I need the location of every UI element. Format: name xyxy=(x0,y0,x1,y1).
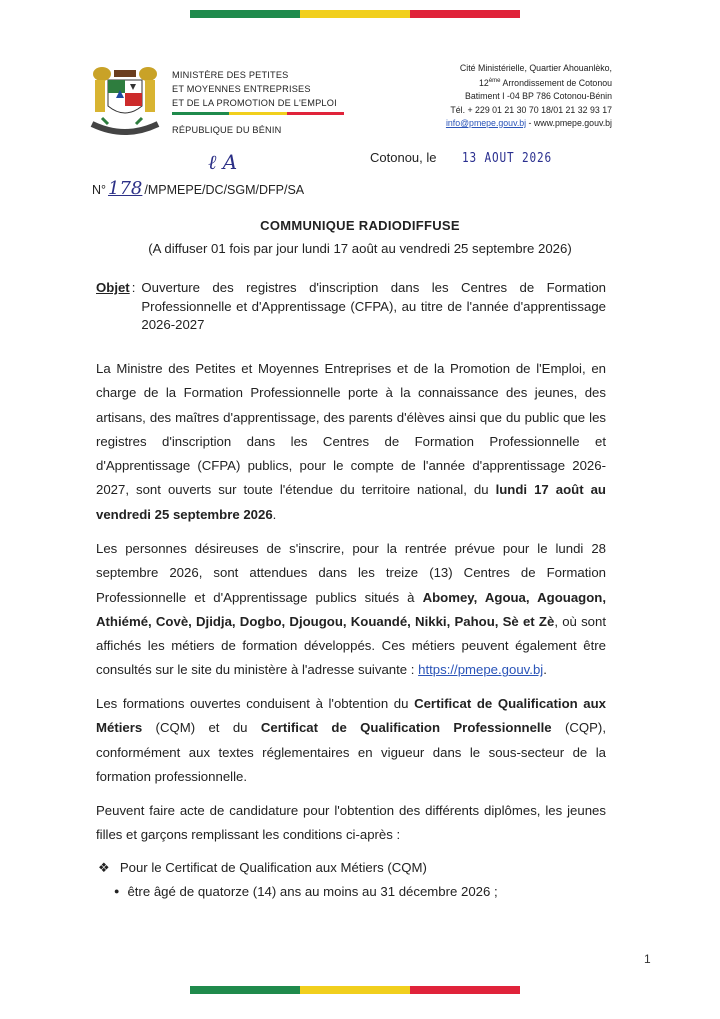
mini-flag-stripe xyxy=(172,112,344,115)
address-line-3: Batiment I -04 BP 786 Cotonou-Bénin xyxy=(464,91,612,102)
p3-text-3: (CQP), conformément aux textes réglementaires en vigueur dans le sous-secteur de la formation professionnelle. xyxy=(96,720,606,784)
subject-label: Objet xyxy=(96,280,130,295)
ministry-line-2: ET MOYENNES ENTREPRISES xyxy=(172,84,311,94)
p1-dates: lundi 17 août au vendredi 25 septembre 2026 xyxy=(96,482,606,522)
subject-text: Ouverture des registres d'inscription dans les Centres de Formation Professionnelle et d'Apprentissage (CFPA), au titre de l'année d'apprentissage 2026-2027 xyxy=(141,280,606,332)
address-block xyxy=(446,62,612,130)
diamond-bullet-icon: ❖ xyxy=(98,860,110,875)
subject-block: Objet : Ouverture des registres d'inscription dans les Centres de Formation Professionnelle et d'Apprentissage (CFPA), au titre de l'année d'apprentissage 2026-2027 xyxy=(96,279,606,335)
list-heading-text: Pour le Certificat de Qualification aux Métiers (CQM) xyxy=(119,860,427,875)
paragraph-2 xyxy=(96,537,606,683)
ministry-line-1: MINISTÈRE DES PETITES xyxy=(172,70,289,80)
place-date xyxy=(370,150,560,166)
coat-of-arms-icon xyxy=(88,62,162,142)
p3-text-2: (CQM) et du xyxy=(142,720,261,736)
p3-cqp: Certificat de Qualification Professionnelle xyxy=(260,720,552,736)
list-heading xyxy=(98,860,427,876)
ref-prefix: N° xyxy=(92,183,107,197)
ministry-block xyxy=(172,68,362,137)
document-title: COMMUNIQUE RADIODIFFUSE xyxy=(260,218,460,233)
paragraph-1 xyxy=(96,357,606,527)
flag-stripe-top xyxy=(190,10,520,18)
ref-suffix: /MPMEPE/DC/SGM/DFP/SA xyxy=(144,183,305,197)
place-label: Cotonou, le xyxy=(370,150,437,165)
page-number: 1 xyxy=(644,952,651,966)
paragraph-3 xyxy=(96,692,606,789)
address-line-2-rest: Arrondissement de Cotonou xyxy=(500,78,612,89)
p2-locations: Abomey, Agoua, Agouagon, Athiémé, Covè, Djidja, Dogbo, Djougou, Kouandé, Nikki, Pahou, Sè et Zè xyxy=(96,589,606,629)
p1-text: La Ministre des Petites et Moyennes Entreprises et de la Promotion de l'Emploi, en charge de la Formation Professionnelle porte à la connaissance des jeunes, des artisans, des maîtres d'apprentissage, des parents d'élèves ainsi que du public que les registres d'inscription dans les Centres de Formation Professionnelle et d'Apprentissage (CFPA) publics, pour le compte de l'année d'apprentissage 2026-2027, sont ouverts sur toute l'étendue du territoire national, du xyxy=(96,361,606,498)
republic-label: RÉPUBLIQUE DU BÉNIN xyxy=(172,125,282,135)
list-item-text: être âgé de quatorze (14) ans au moins au 31 décembre 2026 ; xyxy=(127,884,498,899)
address-line-2 xyxy=(446,75,612,90)
p2-text-2: , où sont affichés les métiers de formation développés. Ces métiers peuvent également être consultés sur le site du ministère à l'adresse suivante : xyxy=(96,613,606,678)
address-line-5 xyxy=(446,117,612,130)
reference-number xyxy=(92,178,304,199)
dot-bullet-icon: ● xyxy=(114,886,120,896)
p1-end: . xyxy=(272,506,277,522)
website-text: - www.pmepe.gouv.bj xyxy=(526,117,612,128)
p4-text: Peuvent faire acte de candidature pour l'obtention des différents diplômes, les jeunes filles et garçons remplissant les conditions ci-après : xyxy=(96,803,606,843)
ministry-line-3: ET DE LA PROMOTION DE L'EMPLOI xyxy=(172,98,337,108)
ref-handwritten-number: 178 xyxy=(108,178,143,199)
email-link[interactable]: info@pmepe.gouv.bj xyxy=(445,117,527,128)
address-line-1: Cité Ministérielle, Quartier Ahouanlèko, xyxy=(459,63,612,73)
p2-end: . xyxy=(543,662,547,678)
list-item xyxy=(114,884,498,899)
paragraph-4 xyxy=(96,799,606,848)
address-line-2-num: 12 xyxy=(479,78,489,89)
ministry-site-link[interactable]: https://pmepe.gouv.bj xyxy=(418,662,544,678)
document-subtitle: (A diffuser 01 fois par jour lundi 17 août au vendredi 25 septembre 2026) xyxy=(148,241,572,256)
address-line-2-sup: ème xyxy=(488,78,501,85)
p2-text: Les personnes désireuses de s'inscrire, pour la rentrée prévue pour le lundi 28 septembre 2026, sont attendues dans les treize (13) Centres de Formation Professionnelle et d'Apprentissage publics situés à xyxy=(96,541,606,605)
date-stamp: 13 AOUT 2026 xyxy=(462,151,553,166)
p3-text: Les formations ouvertes conduisent à l'obtention du xyxy=(96,696,415,711)
handwritten-signature: ℓ A xyxy=(208,150,238,174)
flag-stripe-bottom xyxy=(190,986,520,994)
p3-cqm: Certificat de Qualification aux Métiers xyxy=(96,696,606,736)
address-line-4: Tél. + 229 01 21 30 70 18/01 21 32 93 17 xyxy=(450,104,612,115)
